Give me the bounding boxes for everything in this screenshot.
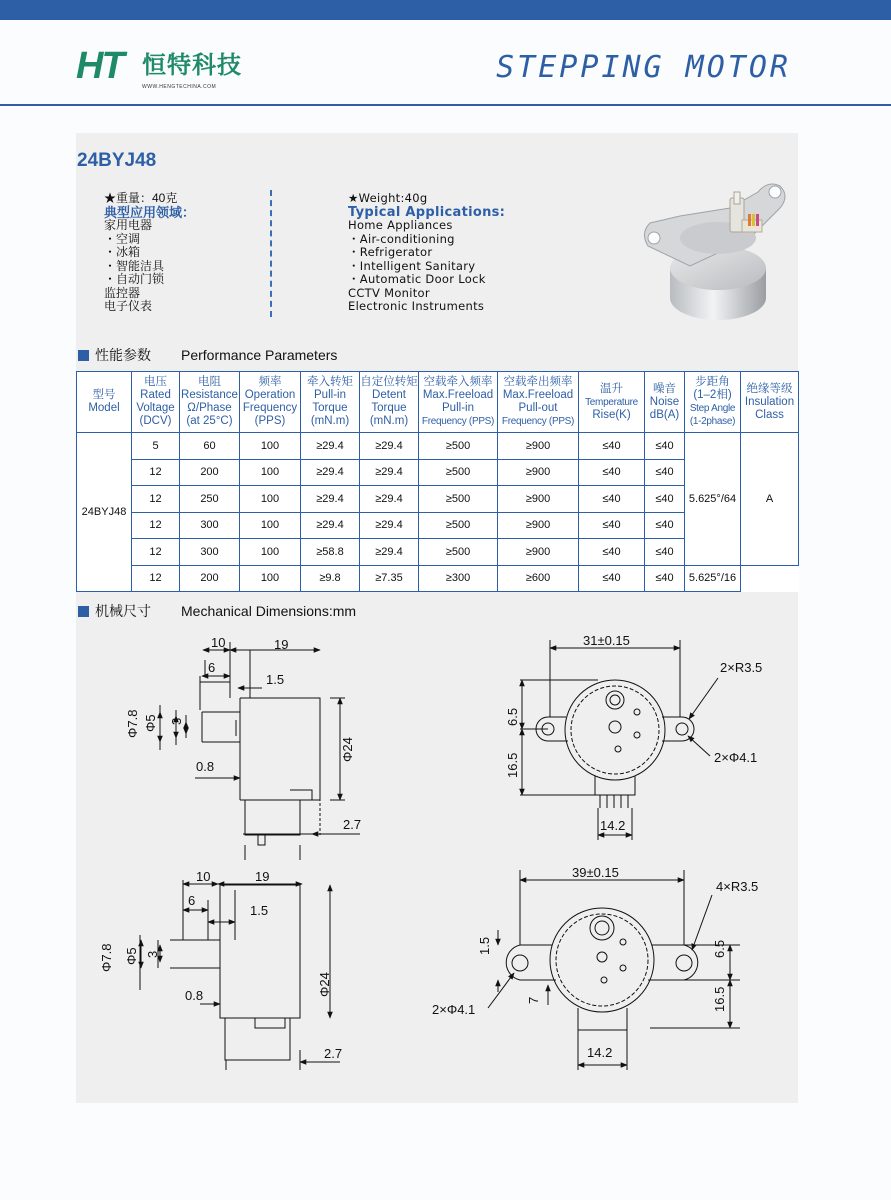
table-cell: ≥29.4 xyxy=(360,512,419,539)
header-freeload-pullin: 空载牵入频率 Max.Freeload Pull-in Frequency (PPS) xyxy=(419,372,498,433)
table-cell: 100 xyxy=(240,486,301,513)
table-cell: ≥900 xyxy=(498,486,579,513)
dim-label: Φ5 xyxy=(124,947,139,965)
dim-label: 16.5 xyxy=(712,986,727,1012)
document-title: STEPPING MOTOR xyxy=(496,50,791,85)
performance-table xyxy=(76,371,799,592)
header-voltage: 电压 Rated Voltage (DCV) xyxy=(132,372,180,433)
section-title-cn: 性能参数 xyxy=(95,347,151,363)
application-item: CCTV Monitor xyxy=(348,285,430,300)
logo-company-name: 恒特科技 xyxy=(142,51,242,79)
application-item: ・Automatic Door Lock xyxy=(348,272,486,286)
header-insulation: 绝缘等级 Insulation Class xyxy=(741,372,799,433)
dim-label: 14.2 xyxy=(587,1045,613,1060)
table-cell: ≤40 xyxy=(579,459,645,486)
header-pullin-torque: 牵入转矩 Pull-in Torque (mN.m) xyxy=(301,372,360,433)
table-cell: 5 xyxy=(132,433,180,460)
front-view-2 xyxy=(506,870,740,1070)
table-cell: ≤40 xyxy=(579,512,645,539)
section-title-cn: 机械尺寸 xyxy=(95,603,151,619)
table-cell: ≥29.4 xyxy=(360,539,419,566)
dim-label: 6 xyxy=(188,893,196,908)
table-cell: ≥900 xyxy=(498,512,579,539)
dim-label: 2×R3.5 xyxy=(720,660,763,675)
company-logo xyxy=(76,46,251,94)
header-resistance: 电阻 Resistance Ω/Phase (at 25°C) xyxy=(180,372,240,433)
table-cell: 100 xyxy=(240,512,301,539)
application-item: 家用电器 xyxy=(104,218,153,232)
dim-label: 1.5 xyxy=(266,672,285,687)
table-cell: ≤40 xyxy=(579,539,645,566)
dim-label: 2×Φ4.1 xyxy=(714,750,758,765)
section-title-en: Performance Parameters xyxy=(181,347,338,363)
table-cell: ≥500 xyxy=(419,433,498,460)
table-cell: ≤40 xyxy=(645,486,685,513)
application-item: ・自动门锁 xyxy=(104,272,165,286)
dim-label: 10 xyxy=(211,635,226,650)
step-angle-cell: 5.625°/16 xyxy=(685,565,741,592)
table-cell: 12 xyxy=(132,565,180,592)
application-item: ・冰箱 xyxy=(104,245,141,259)
logo-mark: HT xyxy=(76,45,123,87)
table-cell: ≥29.4 xyxy=(301,486,360,513)
column-divider xyxy=(270,190,272,317)
application-item: ・智能洁具 xyxy=(104,258,165,273)
table-cell: ≥900 xyxy=(498,539,579,566)
table-cell: ≤40 xyxy=(645,539,685,566)
dim-label: 3 xyxy=(145,950,160,958)
header-model: 型号 Model xyxy=(77,372,132,433)
side-view-2-dims xyxy=(141,884,343,1062)
weight-en: ★Weight:40g xyxy=(348,191,428,205)
side-view-1 xyxy=(160,642,360,860)
dim-label: Φ24 xyxy=(340,737,355,762)
header-frequency: 频率 Operation Frequency (PPS) xyxy=(240,372,301,433)
table-cell: 300 xyxy=(180,539,240,566)
table-cell: 100 xyxy=(240,433,301,460)
dim-label: 6.5 xyxy=(505,707,520,726)
dim-label: 2.7 xyxy=(343,817,362,832)
dim-label: 6.5 xyxy=(712,939,727,958)
header-temperature-rise: 温升 Temperature Rise(K) xyxy=(579,372,645,433)
table-cell: ≥500 xyxy=(419,512,498,539)
table-cell: ≥58.8 xyxy=(301,539,360,566)
table-cell: 60 xyxy=(180,433,240,460)
table-cell: 300 xyxy=(180,512,240,539)
table-cell: ≤40 xyxy=(645,459,685,486)
logo-url: WWW.HENGTECHINA.COM xyxy=(142,84,217,90)
application-item: ・空调 xyxy=(104,231,141,246)
dim-label: 10 xyxy=(196,869,211,884)
dim-label: 39±0.15 xyxy=(572,865,619,880)
dimensions-section-heading xyxy=(78,601,356,621)
dim-label: Φ24 xyxy=(317,972,332,997)
applications-en xyxy=(348,192,505,314)
motor-photo xyxy=(630,178,795,328)
dim-label: 16.5 xyxy=(505,752,520,778)
table-cell: ≥29.4 xyxy=(301,459,360,486)
dim-label: 6 xyxy=(208,660,216,675)
dim-label: Φ7.8 xyxy=(125,709,140,738)
header-step-angle: 步距角 (1–2相) Step Angle (1-2phase) xyxy=(685,372,741,433)
dim-label: 0.8 xyxy=(196,759,215,774)
application-item: Electronic Instruments xyxy=(348,299,485,313)
table-cell: ≤40 xyxy=(579,486,645,513)
dim-label: 2.7 xyxy=(324,1046,343,1061)
dim-label: 2×Φ4.1 xyxy=(432,1002,476,1017)
section-marker xyxy=(78,350,89,361)
table-row xyxy=(77,565,799,592)
table-cell: ≥900 xyxy=(498,459,579,486)
step-angle-cell: 5.625°/64 xyxy=(685,433,741,566)
table-cell: 12 xyxy=(132,539,180,566)
table-cell: 12 xyxy=(132,512,180,539)
performance-section-heading xyxy=(78,345,337,365)
header-detent-torque: 自定位转矩 Detent Torque (mN.m) xyxy=(360,372,419,433)
model-cell: 24BYJ48 xyxy=(77,433,132,592)
table-cell: ≤40 xyxy=(579,433,645,460)
dim-label: 0.8 xyxy=(185,988,204,1003)
table-cell: ≥500 xyxy=(419,486,498,513)
application-item: ・Intelligent Sanitary xyxy=(348,258,476,273)
header-rule xyxy=(0,104,891,106)
table-cell: ≥29.4 xyxy=(360,459,419,486)
applications-cn xyxy=(104,192,195,314)
dim-label: 14.2 xyxy=(600,818,626,833)
table-cell: ≥29.4 xyxy=(360,486,419,513)
dim-label: 3 xyxy=(169,717,184,725)
table-cell: ≥7.35 xyxy=(360,565,419,592)
table-cell: ≥500 xyxy=(419,459,498,486)
table-cell: ≤40 xyxy=(645,512,685,539)
section-title-en: Mechanical Dimensions:mm xyxy=(181,603,357,619)
table-cell: 200 xyxy=(180,565,240,592)
table-cell: ≥29.4 xyxy=(301,512,360,539)
side-view-2 xyxy=(140,880,300,1070)
table-cell: 250 xyxy=(180,486,240,513)
header-noise: 噪音 Noise dB(A) xyxy=(645,372,685,433)
dim-label: Φ5 xyxy=(143,714,158,732)
application-item: Home Appliances xyxy=(348,218,453,232)
application-item: ・Air-conditioning xyxy=(348,231,455,246)
table-cell: ≤40 xyxy=(579,565,645,592)
dim-label: 1.5 xyxy=(250,903,269,918)
dim-label: 4×R3.5 xyxy=(716,879,759,894)
weight-cn: ★重量：40克 xyxy=(104,191,178,205)
table-cell: ≥600 xyxy=(498,565,579,592)
table-cell: ≥500 xyxy=(419,539,498,566)
application-item: 电子仪表 xyxy=(104,299,153,313)
table-cell: 100 xyxy=(240,539,301,566)
insulation-cell: A xyxy=(741,433,799,566)
dim-label: 7 xyxy=(526,996,541,1004)
applications-heading-cn: 典型应用领域： xyxy=(104,204,196,220)
table-cell: ≥29.4 xyxy=(301,433,360,460)
front-view-1 xyxy=(520,640,694,840)
table-cell: 12 xyxy=(132,459,180,486)
table-row xyxy=(77,433,799,460)
dim-label: 19 xyxy=(274,637,289,652)
dim-label: Φ7.8 xyxy=(99,943,114,972)
dim-label: 1.5 xyxy=(477,936,492,955)
table-cell: ≥300 xyxy=(419,565,498,592)
table-cell: ≥29.4 xyxy=(360,433,419,460)
table-cell: ≥900 xyxy=(498,433,579,460)
application-item: ・Refrigerator xyxy=(348,245,433,259)
top-banner xyxy=(0,0,891,20)
dim-label: 31±0.15 xyxy=(583,633,630,648)
front-view-2-dims xyxy=(488,880,730,1065)
mechanical-drawings xyxy=(76,620,798,1102)
table-cell: 100 xyxy=(240,565,301,592)
header-freeload-pullout: 空载牵出频率 Max.Freeload Pull-out Frequency (PPS) xyxy=(498,372,579,433)
dim-label: 19 xyxy=(255,869,270,884)
table-cell: ≤40 xyxy=(645,565,685,592)
table-cell: 12 xyxy=(132,486,180,513)
table-cell: ≥9.8 xyxy=(301,565,360,592)
application-item: 监控器 xyxy=(104,285,141,300)
table-cell: 200 xyxy=(180,459,240,486)
table-header-row xyxy=(77,372,799,433)
applications-heading-en: Typical Applications: xyxy=(348,204,506,220)
model-title: 24BYJ48 xyxy=(77,150,157,171)
table-cell: ≤40 xyxy=(645,433,685,460)
table-cell: 100 xyxy=(240,459,301,486)
section-marker xyxy=(78,606,89,617)
